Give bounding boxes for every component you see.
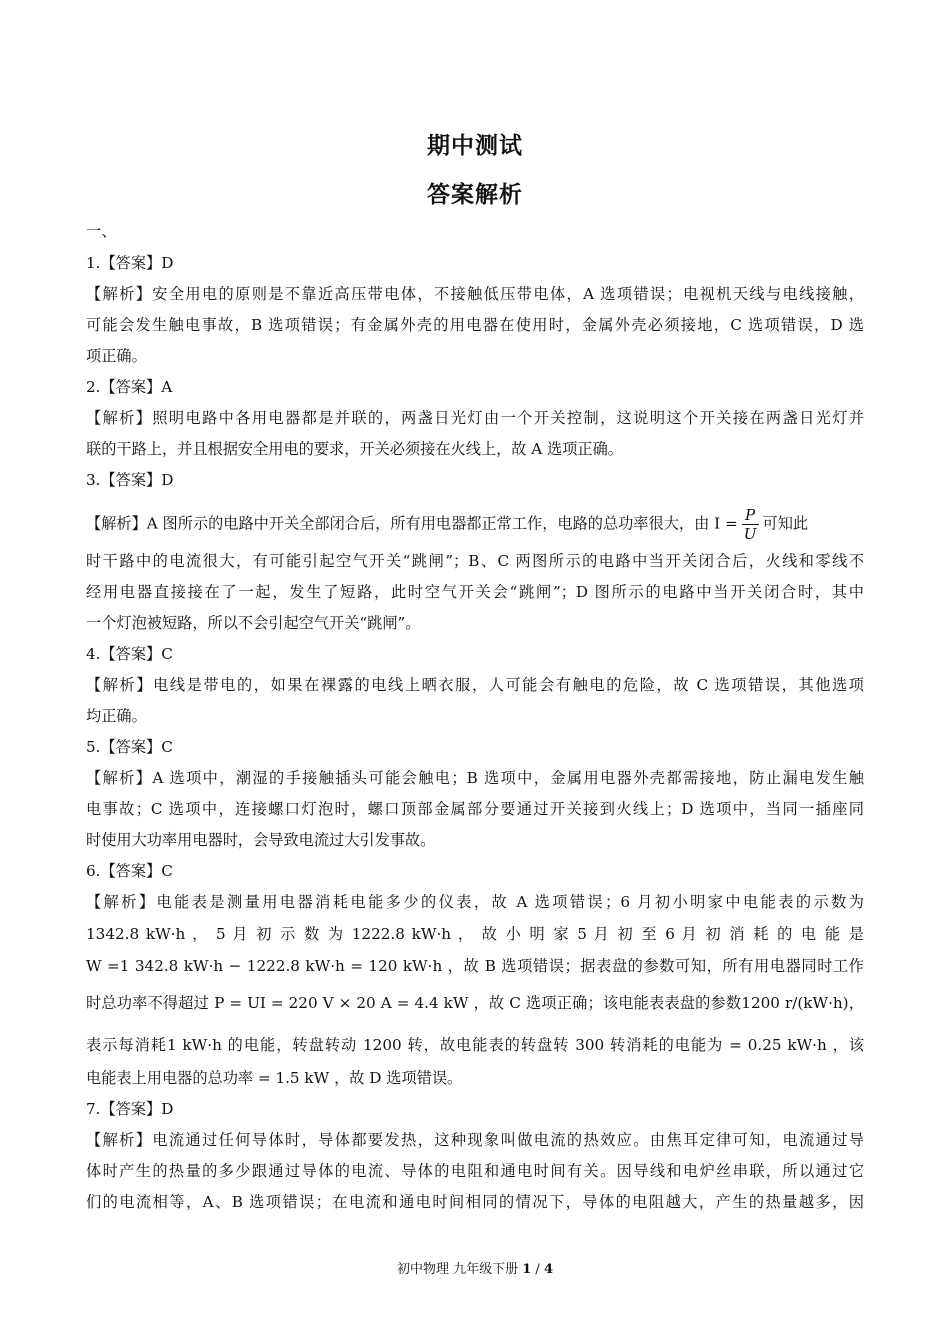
q7-explanation-line: 们的电流相等，A、B 选项错误；在电流和通电时间相同的情况下，导体的电阻越大，产生的热量越多，因	[86, 1193, 864, 1211]
q7-explanation-line: 【解析】电流通过任何导体时，导体都要发热，这种现象叫做电流的热效应。由焦耳定律可知，电流通过导	[86, 1131, 864, 1149]
fraction-denominator: U	[743, 525, 757, 543]
q2-explanation-line: 【解析】照明电路中各用电器都是并联的，两盏日光灯由一个开关控制，这说明这个开关接在两盏日光灯并	[86, 409, 864, 427]
q3-explanation-line: 经用电器直接接在了一起，发生了短路，此时空气开关会“跳闸”；D 图所示的电路中当开关闭合时，其中	[86, 583, 864, 601]
formula-fraction	[742, 506, 759, 543]
page-title: 期中测试	[427, 133, 523, 159]
q3-explanation-line: 一个灯泡被短路，所以不会引起空气开关“跳闸”。	[86, 614, 421, 632]
q7-explanation-line: 体时产生的热量的多少跟通过导体的电流、导体的电阻和通电时间有关。因导线和电炉丝串联，所以通过它	[86, 1162, 864, 1180]
q6-explanation-line: 1342.8 kW·h ， 5 月 初 示 数 为 1222.8 kW·h ， 故 小 明 家 5 月 初 至 6 月 初 消 耗 的 电 能 是	[86, 925, 864, 943]
q6-explanation-line: 电能表上用电器的总功率 = 1.5 kW ，故 D 选项错误。	[86, 1069, 463, 1087]
q1-explanation-line: 【解析】安全用电的原则是不靠近高压带电体，不接触低压带电体，A 选项错误；电视机天线与电线接触，	[86, 285, 864, 303]
q4-answer: 4.【答案】C	[86, 645, 173, 663]
q6-explanation-line: 时总功率不得超过 P = UI = 220 V × 20 A = 4.4 kW ，故 C 选项正确；该电能表表盘的参数1200 r/(kW·h)，	[86, 994, 864, 1012]
q5-explanation-line: 电事故；C 选项中，连接螺口灯泡时，螺口顶部金属部分要通过开关接到火线上；D 选项中，当同一插座同	[86, 800, 864, 818]
q4-explanation-line: 均正确。	[86, 707, 147, 725]
q3-text-pre: 【解析】A 图所示的电路中开关全部闭合后，所有用电器都正常工作，电路的总功率很大，由 I =	[86, 514, 738, 533]
page-footer	[0, 1258, 950, 1277]
footer-page-total: 4	[543, 1262, 553, 1277]
q6-explanation-line: 表示每消耗1 kW·h 的电能，转盘转动 1200 转，故电能表的转盘转 300 转消耗的电能为 = 0.25 kW·h ，该	[86, 1036, 864, 1054]
footer-course: 初中物理 九年级下册	[396, 1262, 523, 1277]
q7-answer: 7.【答案】D	[86, 1100, 174, 1118]
q1-explanation-line: 可能会发生触电事故，B 选项错误；有金属外壳的用电器在使用时，金属外壳必须接地，C 选项错误，D 选	[86, 316, 864, 334]
footer-page-number: 1	[522, 1262, 532, 1277]
q3-answer: 3.【答案】D	[86, 471, 174, 489]
q6-explanation-line: W =1 342.8 kW·h − 1222.8 kW·h = 120 kW·h ，故 B 选项错误；据表盘的参数可知，所有用电器同时工作	[86, 957, 864, 975]
q5-answer: 5.【答案】C	[86, 738, 173, 756]
q5-explanation-line: 【解析】A 选项中，潮湿的手接触插头可能会触电；B 选项中，金属用电器外壳都需接地，防止漏电发生触	[86, 769, 864, 787]
q3-explanation-line	[86, 506, 864, 543]
q5-explanation-line: 时使用大功率用电器时，会导致电流过大引发事故。	[86, 831, 436, 849]
q2-explanation-line: 联的干路上，并且根据安全用电的要求，开关必须接在火线上，故 A 选项正确。	[86, 440, 623, 458]
q1-answer: 1.【答案】D	[86, 254, 174, 272]
q3-explanation-line: 时干路中的电流很大，有可能引起空气开关“跳闸”；B、C 两图所示的电路中当开关闭合后，火线和零线不	[86, 552, 864, 570]
section-label: 一、	[86, 222, 117, 240]
q6-explanation-line: 【解析】电能表是测量用电器消耗电能多少的仪表，故 A 选项错误；6 月初小明家中电能表的示数为	[86, 893, 864, 911]
q3-text-post: 可知此	[762, 514, 809, 533]
footer-separator: /	[531, 1262, 544, 1277]
fraction-numerator: P	[742, 506, 759, 525]
q4-explanation-line: 【解析】电线是带电的，如果在裸露的电线上晒衣服，人可能会有触电的危险，故 C 选项错误，其他选项	[86, 676, 864, 694]
q6-answer: 6.【答案】C	[86, 862, 173, 880]
page-subtitle: 答案解析	[427, 182, 523, 208]
q2-answer: 2.【答案】A	[86, 378, 173, 396]
q1-explanation-line: 项正确。	[86, 347, 147, 365]
